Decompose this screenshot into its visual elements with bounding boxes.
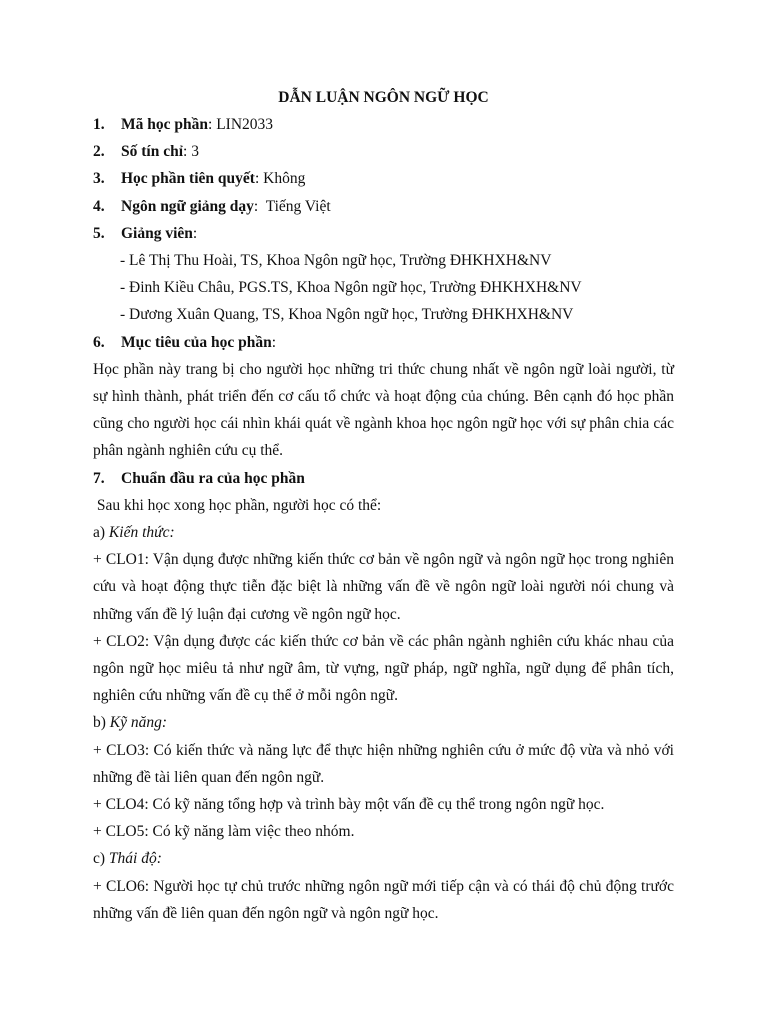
item-label: Học phần tiên quyết [121, 170, 255, 188]
item-label: Số tín chỉ [121, 143, 184, 161]
item-lecturers [93, 220, 674, 247]
item-number: 6. [93, 333, 105, 351]
item-value: Không [263, 170, 306, 188]
item-number: 4. [93, 197, 105, 215]
item-separator: : [271, 333, 277, 351]
clo-item: + CLO4: Có kỹ năng tổng hợp và trình bày một vấn đề cụ thể trong ngôn ngữ học. [93, 796, 605, 814]
group-prefix: a) [93, 524, 109, 542]
item-objective [93, 329, 674, 356]
group-label: Thái độ: [108, 850, 162, 868]
item-separator: : [253, 197, 266, 215]
item-label: Mục tiêu của học phần [121, 333, 272, 351]
item-separator: : [254, 170, 264, 188]
item-separator: : [183, 143, 192, 161]
item-learning-outcomes [93, 465, 674, 492]
group-attitude [93, 845, 674, 872]
lecturer-entry: - Dương Xuân Quang, TS, Khoa Ngôn ngữ học, Trường ĐHKHXH&NV [120, 306, 574, 324]
item-separator: : [208, 116, 217, 133]
objective-paragraph: Học phần này trang bị cho người học những tri thức chung nhất về ngôn ngữ loài người, từ sự hình thành, phát triển đến cơ cấu tổ chức và hoạt động của chúng. Bên cạnh đó học phần cũng cho người học cái nhìn khái quát về ngành khoa học ngôn ngữ học với sự phân chia các phân ngành nghiên cứu cụ thể. [93, 360, 674, 460]
item-number: 7. [93, 469, 105, 487]
item-number: 2. [93, 143, 105, 161]
clo-item: + CLO2: Vận dụng được các kiến thức cơ bản về các phân ngành nghiên cứu khác nhau của ngôn ngữ học miêu tả như ngữ âm, từ vựng, ngữ pháp, ngữ nghĩa, ngữ dụng để phân tích, nghiên cứu những vấn đề cụ thể ở mỗi ngôn ngữ. [93, 632, 674, 705]
group-prefix: b) [93, 714, 110, 732]
group-label: Kiến thức: [108, 524, 175, 542]
item-label: Ngôn ngữ giảng dạy [121, 197, 254, 215]
item-prerequisite [93, 165, 674, 192]
group-label: Kỹ năng: [109, 714, 168, 732]
clo-item: + CLO5: Có kỹ năng làm việc theo nhóm. [93, 823, 355, 841]
group-knowledge [93, 519, 674, 546]
item-label: Mã học phần [121, 116, 208, 133]
document-page [93, 84, 674, 927]
item-number: 5. [93, 224, 105, 242]
clo-item: + CLO6: Người học tự chủ trước những ngôn ngữ mới tiếp cận và có thái độ chủ động trước những vấn đề liên quan đến ngôn ngữ và ngôn ngữ học. [93, 877, 674, 922]
item-course-code [93, 111, 674, 138]
item-value: 3 [191, 143, 199, 161]
item-teaching-language [93, 193, 674, 220]
item-credits [93, 138, 674, 165]
lecturer-entry: - Lê Thị Thu Hoài, TS, Khoa Ngôn ngữ học, Trường ĐHKHXH&NV [120, 252, 552, 270]
item-separator: : [192, 224, 198, 242]
item-value: LIN2033 [216, 116, 274, 133]
group-prefix: c) [93, 850, 109, 868]
group-skills [93, 709, 674, 736]
clo-item: + CLO3: Có kiến thức và năng lực để thực hiện những nghiên cứu ở mức độ vừa và nhỏ với những đề tài liên quan đến ngôn ngữ. [93, 741, 674, 786]
item-label: Giảng viên [121, 224, 193, 242]
document-title: DẪN LUẬN NGÔN NGỮ HỌC [278, 89, 489, 106]
clo-item: + CLO1: Vận dụng được những kiến thức cơ bản về ngôn ngữ và ngôn ngữ học trong nghiên cứu và hoạt động thực tiễn đặc biệt là những vấn đề về ngôn ngữ loài người nói chung và những vấn đề lý luận đại cương về ngôn ngữ học. [93, 551, 674, 623]
item-label: Chuẩn đầu ra của học phần [121, 469, 305, 487]
outcomes-intro: Sau khi học xong học phần, người học có thể: [93, 496, 382, 514]
lecturer-entry: - Đinh Kiều Châu, PGS.TS, Khoa Ngôn ngữ học, Trường ĐHKHXH&NV [120, 279, 582, 297]
item-number: 1. [93, 116, 105, 133]
item-number: 3. [93, 170, 105, 188]
item-value: Tiếng Việt [265, 197, 331, 215]
